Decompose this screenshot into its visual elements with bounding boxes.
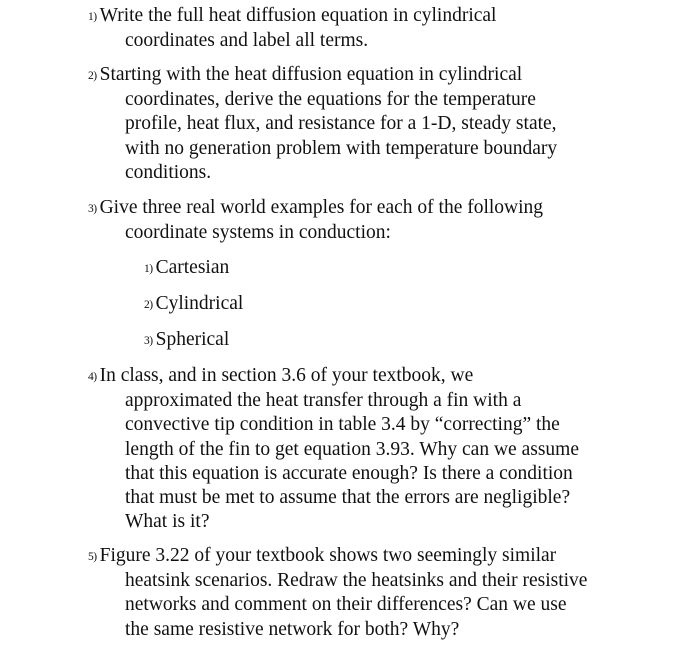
question-line: coordinate systems in conduction:	[125, 222, 391, 244]
question-line: 4) In class, and in section 3.6 of your textbook, we	[88, 365, 474, 386]
question-line: that this equation is accurate enough? Is there a condition	[125, 462, 573, 484]
question-line: that must be met to assume that the errors are negligible?	[125, 487, 571, 509]
question-line: convective tip condition in table 3.4 by “correcting” the	[125, 414, 560, 436]
question-line: coordinates and label all terms.	[125, 30, 369, 52]
question-3	[88, 196, 544, 245]
question-number: 2)	[88, 70, 97, 82]
question-number: 3)	[88, 203, 97, 215]
subitem-cylindrical: 2) Cylindrical	[144, 293, 244, 314]
question-line: approximated the heat transfer through a fin with a	[125, 390, 522, 412]
question-number: 5)	[88, 551, 97, 563]
subitem-number: 1)	[144, 263, 153, 275]
question-line: heatsink scenarios. Redraw the heatsinks and their resistive	[125, 570, 588, 592]
subitem-spherical: 3) Spherical	[144, 329, 230, 350]
question-line: profile, heat flux, and resistance for a 1-D, steady state,	[125, 113, 557, 135]
question-5	[88, 544, 588, 642]
question-line: length of the fin to get equation 3.93. Why can we assume	[125, 438, 579, 460]
question-line: What is it?	[125, 511, 210, 533]
question-line: 1) Write the full heat diffusion equation in cylindrical	[88, 5, 497, 26]
subitem-number: 2)	[144, 299, 153, 311]
question-line: 3) Give three real world examples for each of the following	[88, 197, 544, 218]
question-line: coordinates, derive the equations for the temperature	[125, 89, 536, 111]
question-line: 2) Starting with the heat diffusion equation in cylindrical	[88, 64, 523, 85]
question-4	[88, 364, 579, 534]
question-1	[88, 4, 497, 53]
question-number: 4)	[88, 371, 97, 383]
question-line: conditions.	[125, 161, 212, 183]
subitem-number: 3)	[144, 335, 153, 347]
question-line: 5) Figure 3.22 of your textbook shows two seemingly similar	[88, 545, 557, 566]
question-number: 1)	[88, 11, 97, 23]
question-line: networks and comment on their differences? Can we use	[125, 594, 567, 616]
question-line: the same resistive network for both? Why?	[125, 618, 460, 640]
subitem-cartesian: 1) Cartesian	[144, 257, 230, 278]
question-2	[88, 63, 558, 185]
question-line: with no generation problem with temperature boundary	[125, 137, 558, 159]
